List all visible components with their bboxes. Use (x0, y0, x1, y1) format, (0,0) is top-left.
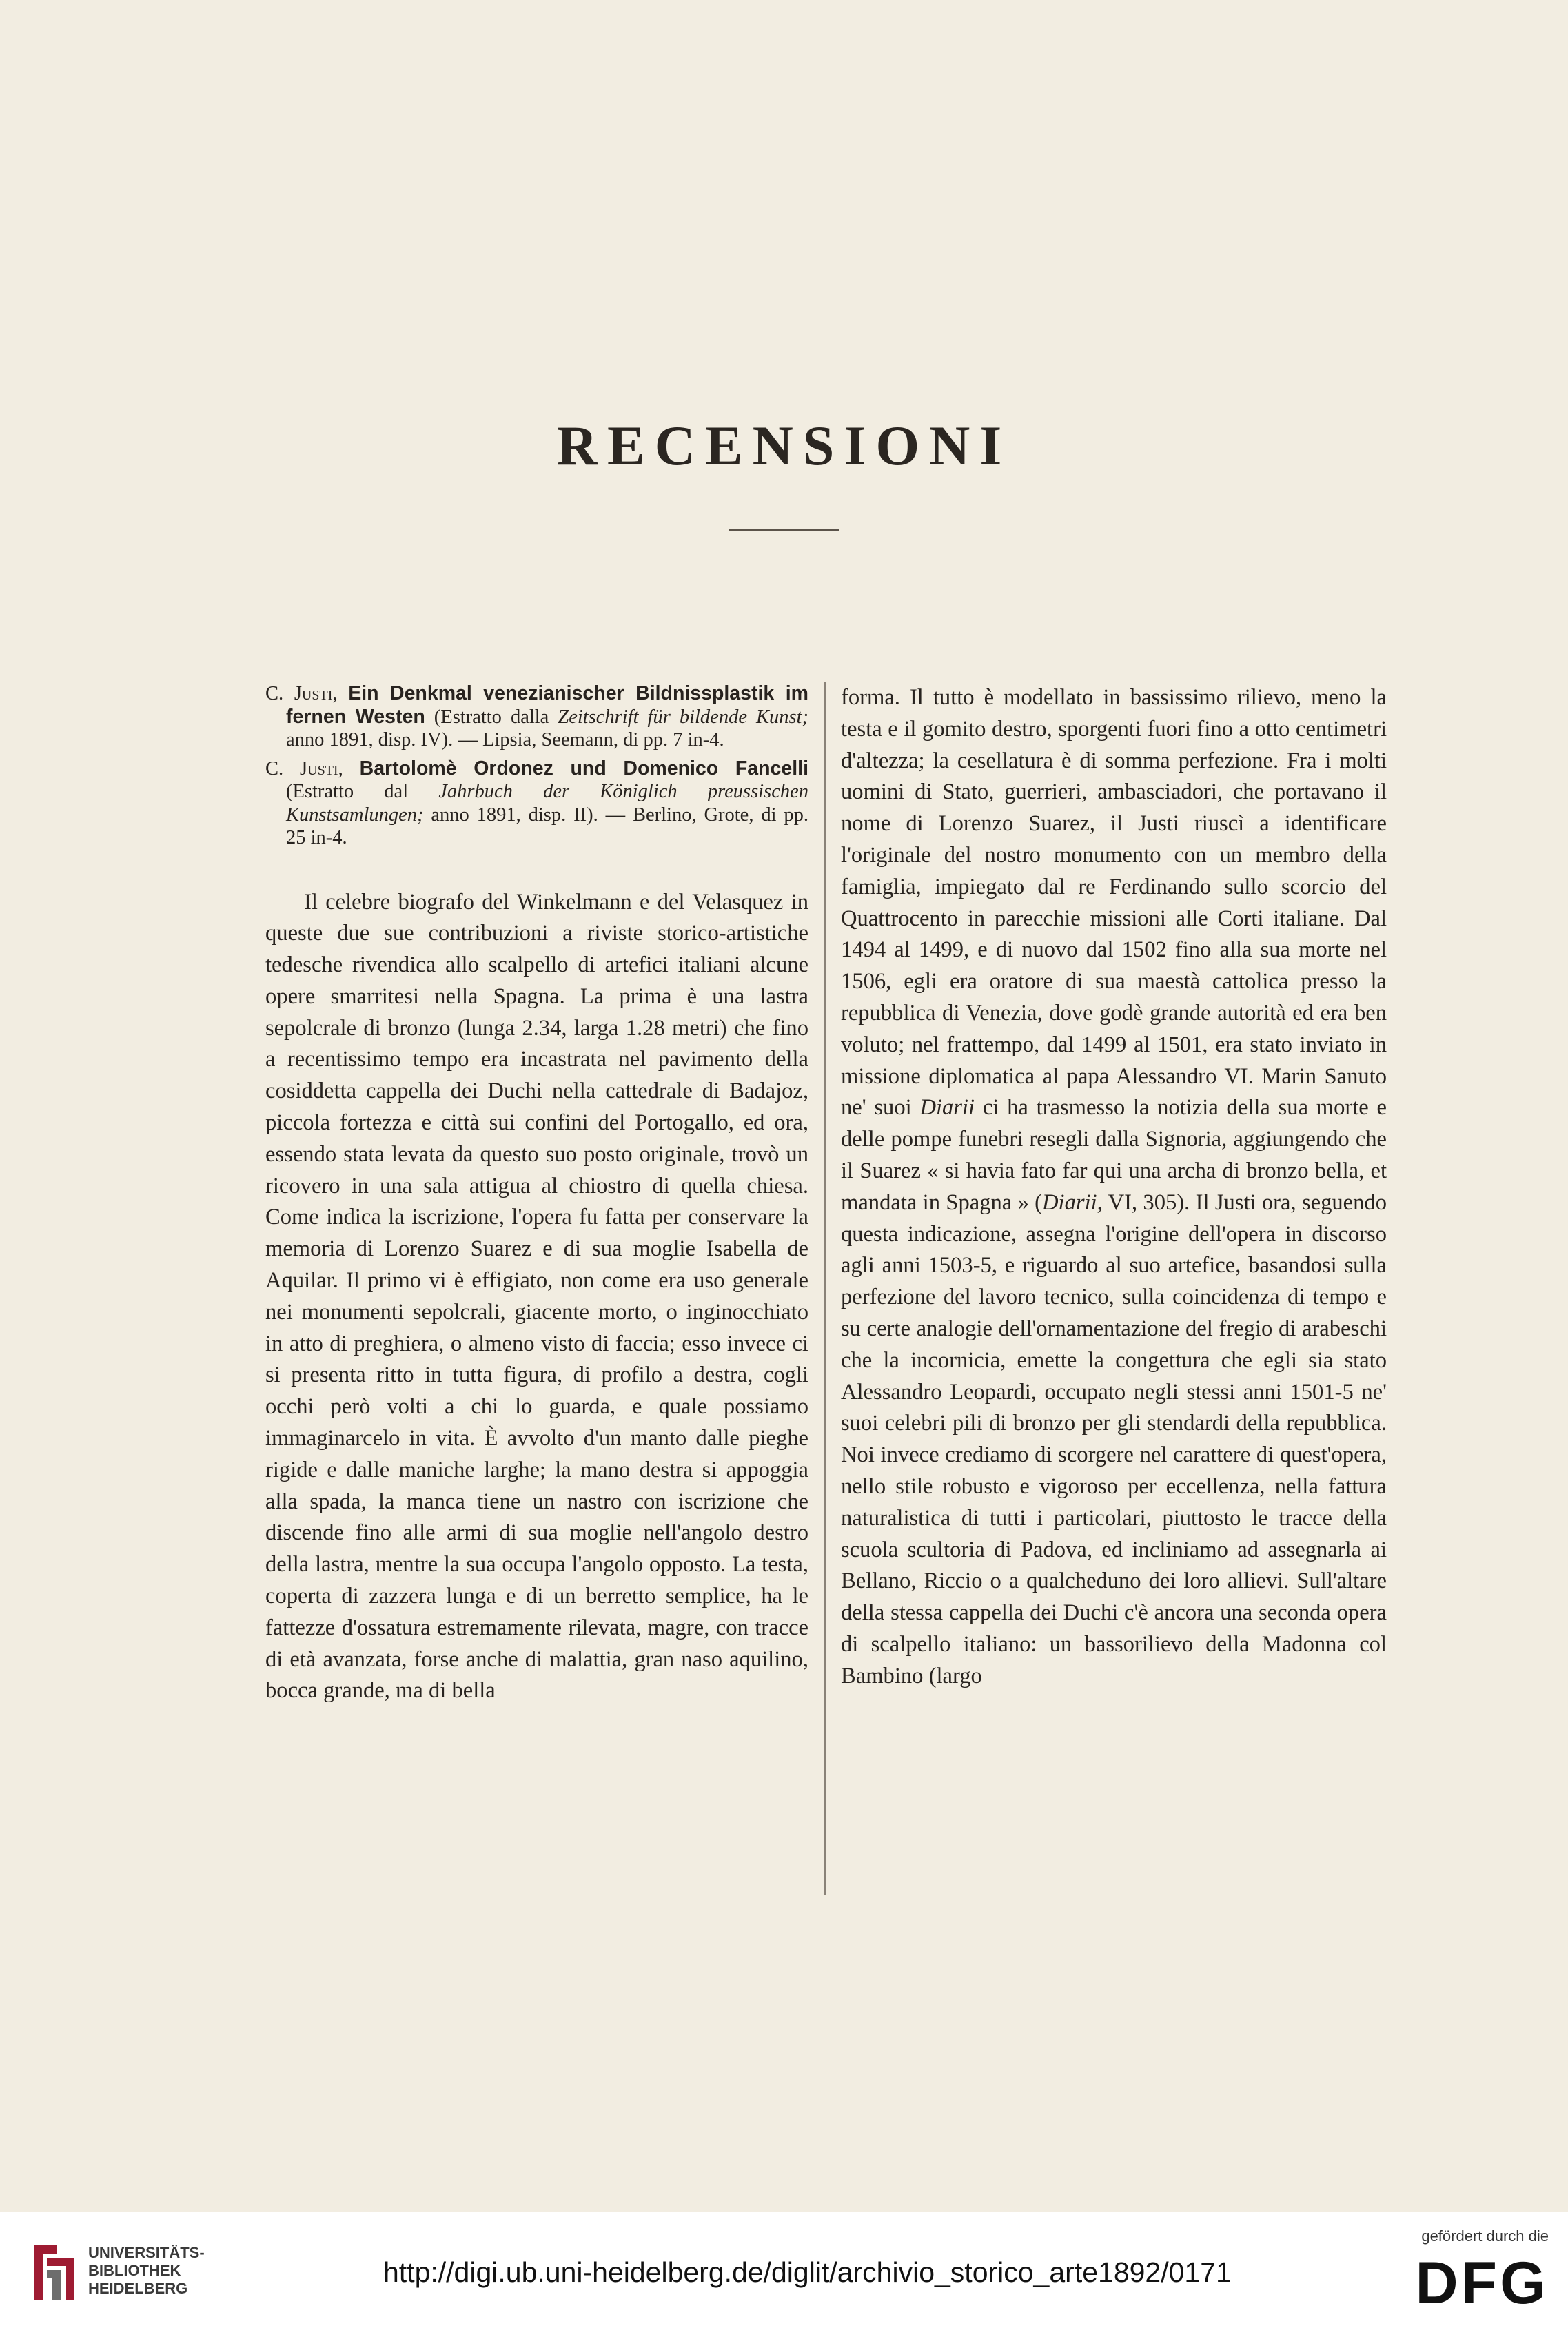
title-divider (729, 529, 839, 531)
left-column (265, 682, 808, 1707)
spacer (265, 855, 808, 887)
bib-separator: , (332, 683, 349, 704)
bib-prefix: C. (265, 683, 294, 704)
funding-caption: gefördert durch die (1421, 2227, 1549, 2245)
bib-separator: , (338, 757, 360, 779)
text-run: forma. Il tutto è modellato in bassissimo rilievo, meno la testa e il gomito destro, sporgenti fuori fino a otto centimetri d'altezza; la cesellatura è di somma perfezione. Fra i molti uomini di Stato, guerrieri, ambasciadori, che portavano il nome di Lorenzo Suarez, il Justi riuscì a identificare l'originale del nostro monumento con un membro della famiglia, impiegato dal re Ferdinando sullo scorcio del Quattrocento in parecchie missioni alle Corti italiane. Dal 1494 al 1499, e di nuovo dal 1502 fino alla sua morte nel 1506, egli era oratore di sua maestà cattolica presso la repubblica di Venezia, dove godè grande autorità ed era ben voluto; nel frattempo, dal 1499 al 1501, era stato inviato in missione diplomatica al papa Alessandro VI. Marin Sanuto ne' suoi (841, 685, 1387, 1121)
library-name-line: BIBLIOTHEK (88, 2262, 181, 2279)
bib-journal: Jahrbuch der Königlich preussischen Kunstsamlungen; (286, 781, 808, 826)
text-run: ci ha trasmesso la notizia della sua morte e delle pompe funebri resegli dalla Signoria, aggiungendo che il Suarez « si havia fato far qui una archa di bronzo bella, et mandata in Spagna » ( (841, 1095, 1387, 1215)
library-name (88, 2244, 205, 2298)
italic-title: Diarii, (1042, 1189, 1103, 1215)
bib-details: anno 1891, disp. II). — Berlino, Grote, di pp. 25 in-4. (286, 804, 808, 848)
bib-subject: Ein Denkmal venezianischer Bildnissplastik im fernen Westen (286, 682, 808, 728)
bibliography-entry-2 (265, 757, 808, 850)
section-title: RECENSIONI (556, 414, 1012, 477)
bib-subject: Bartolomè Ordonez und Domenico Fancelli (359, 757, 809, 779)
bib-author: Justi (300, 757, 338, 779)
bib-details: anno 1891, disp. IV). — Lipsia, Seemann, di pp. 7 in-4. (286, 729, 724, 751)
bib-pre-journal: (Estratto dal (286, 781, 439, 802)
library-name-line: UNIVERSITÄTS- (88, 2244, 205, 2261)
university-library-logo-icon (30, 2240, 79, 2306)
dfg-logo: DFG (1415, 2250, 1549, 2316)
digitization-footer (0, 2212, 1568, 2328)
bib-author: Justi (294, 683, 333, 704)
text-run: VI, 305). Il Justi ora, seguendo questa indicazione, assegna l'origine dell'opera in discorso agli anni 1503-5, e riguardo al suo artefice, basandosi sulla perfezione del lavoro tecnico, sulla coincidenza di tempo e su certe analogie dell'ornamentazione del fregio di arabeschi che la incornicia, emette la congettura che egli sia stato Alessandro Leopardi, occupato negli stessi anni 1501-5 ne' suoi celebri pili di bronzo per gli stendardi della repubblica. Noi invece crediamo di scorgere nel carattere di quest'opera, nello stile robusto e vigoroso per eccellenza, nella fattura naturalistica di tutti i particolari, piuttosto le tracce della scuola scultoria di Padova, ed incliniamo ad assegnarla ai Bellano, Riccio o a qualcheduno dei loro allievi. Sull'altare della stessa cappella dei Duchi c'è ancora una seconda opera di scalpello italiano: un bassorilievo della Madonna col Bambino (largo (841, 1189, 1387, 1688)
column-divider (824, 682, 826, 1895)
permalink-url[interactable]: http://digi.ub.uni-heidelberg.de/diglit/archivio_storico_arte1892/0171 (383, 2256, 1232, 2288)
bib-journal: Zeitschrift für bildende Kunst; (558, 706, 809, 728)
body-paragraph-continued (841, 682, 1387, 1693)
bib-pre-journal: (Estratto dalla (425, 706, 558, 728)
library-name-line: HEIDELBERG (88, 2280, 188, 2297)
bibliography-entry-1 (265, 682, 808, 752)
body-paragraph: Il celebre biografo del Winkelmann e del Velasquez in queste due sue contribuzioni a riviste storico-artistiche tedesche rivendica allo scalpello di artefici italiani alcune opere smarritesi nella Spagna. La prima è una lastra sepolcrale di bronzo (lunga 2.34, larga 1.28 metri) che fino a recentissimo tempo era incastrata nel pavimento della cosiddetta cappella dei Duchi nella cattedrale di Badajoz, piccola fortezza e città sui confini del Portogallo, ed ora, essendo stata levata da questo suo posto originale, trovò un ricovero in una sala attigua al chiostro di quella chiesa. Come indica la iscrizione, l'opera fu fatta per conservare la memoria di Lorenzo Suarez e di sua moglie Isabella de Aquilar. Il primo vi è effigiato, non come era uso generale nei monumenti sepolcrali, giacente morto, o inginocchiato in atto di preghiera, o almeno visto di faccia; esso invece ci si presenta ritto in tutta figura, di profilo a destra, cogli occhi però volti a chi lo guarda, e quale possiamo immaginarcelo in vita. È avvolto d'un manto dalle pieghe rigide e dalle maniche larghe; la mano destra si appoggia alla spada, la manca tiene un nastro con iscrizione che discende fino alle armi di sua moglie nell'angolo destro della lastra, mentre la sua occupa l'angolo opposto. La testa, coperta di zazzera lunga e di un berretto semplice, ha le fattezze d'ossatura estremamente rilevata, magre, con tracce di età avanzata, forse anche di malattia, gran naso aquilino, bocca grande, ma di bella (265, 889, 808, 1704)
bib-prefix: C. (265, 757, 301, 779)
right-column (841, 682, 1387, 1693)
italic-title: Diarii (919, 1095, 975, 1121)
